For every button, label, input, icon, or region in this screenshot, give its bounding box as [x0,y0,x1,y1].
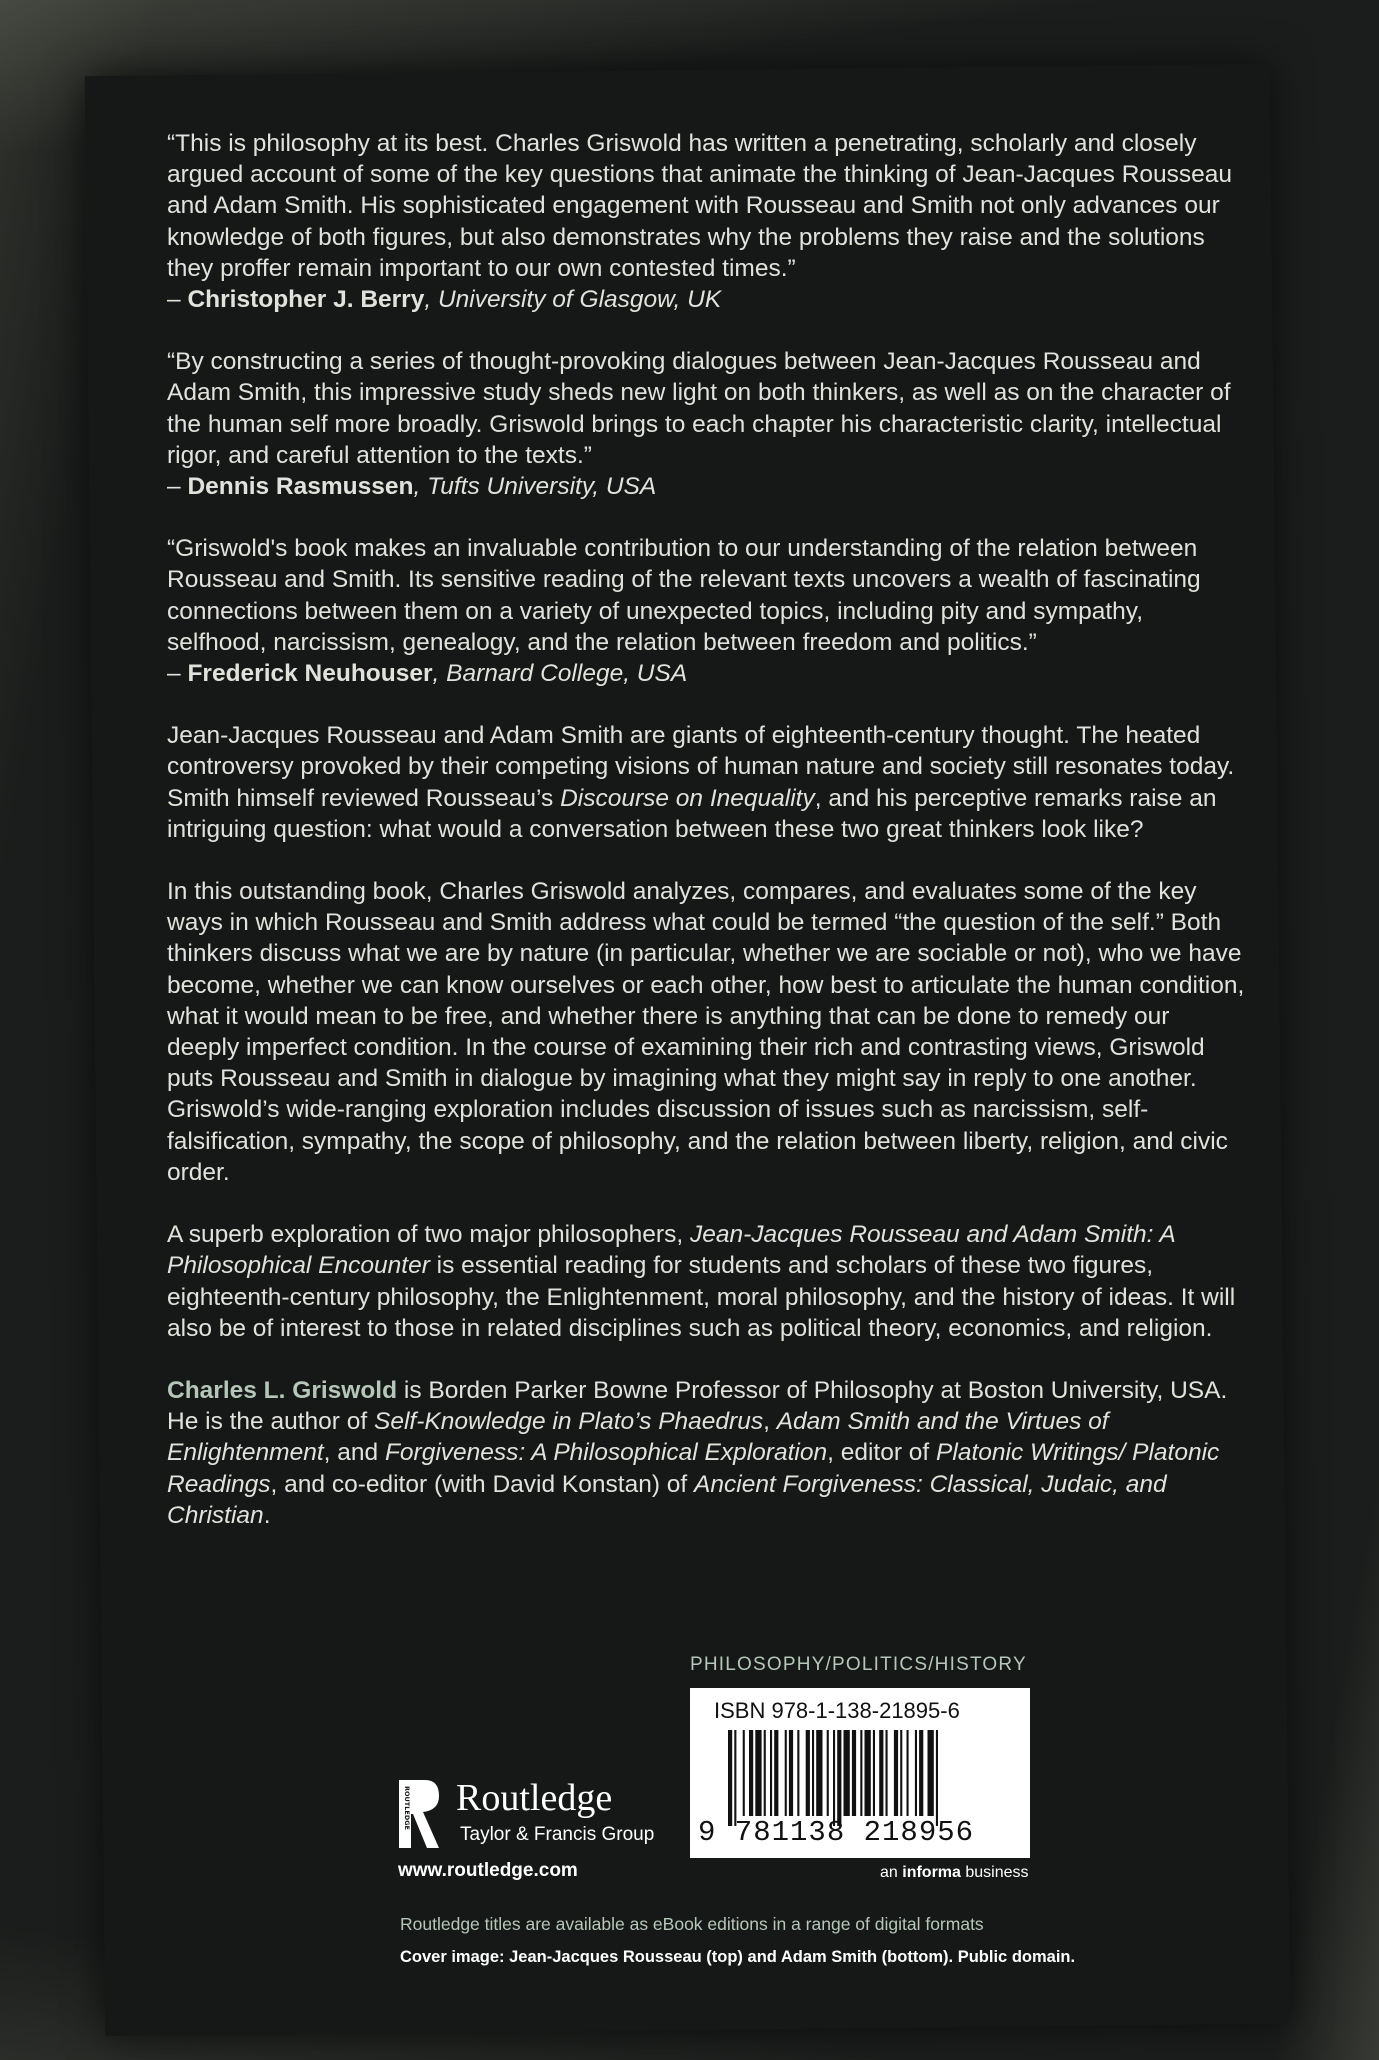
barcode-bars [728,1730,1008,1826]
barcode-bar [797,1730,799,1816]
barcode-bar [806,1730,810,1816]
isbn-number: ISBN 978-1-138-21895-6 [714,1698,960,1723]
attribution-dash: – [167,660,188,688]
review-2 [167,346,1247,502]
barcode-bar [833,1730,835,1826]
review-1 [167,128,1247,315]
barcode-bar [785,1730,787,1816]
barcode-bar [837,1730,841,1826]
description-paragraph-2: In this outstanding book, Charles Griswold analyzes, compares, and evaluates some of the key ways in which Rousseau and Smith address what could be termed “the question of the self.” Both thinkers discuss what we are by nature (in particular, whether we are sociable or not), who we have become, whether we can know ourselves or each other, how best to articulate the human condition, what it would mean to be free, and whether there is anything that can be done to remedy our deeply imperfect condition. In the course of examining their rich and contrasting views, Griswold puts Rousseau and Smith in dialogue by imagining what they might say in reply to one another. Griswold’s wide-ranging exploration includes discussion of issues such as narcissism, self-falsification, sympathy, the scope of philosophy, and the relation between liberty, religion, and civic order. [167,878,1245,1186]
barcode-bar [812,1730,814,1816]
reviewer-affiliation: , Barnard College, USA [432,660,688,688]
book-title-reference: Discourse on Inequality [560,784,815,812]
barcode-digits: 9 781138 218956 [698,1816,975,1849]
reviewer-affiliation: , University of Glasgow, UK [424,286,722,314]
description-paragraph-1: Jean-Jacques Rousseau and Adam Smith are giants of eighteenth-century thought. The heated controversy provoked by their competing visions of human nature and society still resonates today. Smith himself reviewed Rousseau’s Discourse on Inequality, and his perceptive remarks raise an intriguing question: what would a conversation between these two great thinkers look like? [167,722,1235,843]
book-title: Jean-Jacques Rousseau and Adam Smith: A Philosophical Encounter [167,1221,1175,1280]
review-quote: “Griswold's book makes an invaluable contribution to our understanding of the relation between Rousseau and Smith. Its sensitive reading of the relevant texts uncovers a wealth of fascinating connections between them on a variety of unexpected topics, including pity and sympathy, selfhood, narcissism, genealogy, and the relation between freedom and politics.” [167,535,1201,656]
reviewer-name: Frederick Neuhouser [187,660,433,688]
barcode-bar [774,1730,778,1816]
barcode-bar [900,1730,902,1816]
blurb-content [167,128,1247,1562]
routledge-logo-icon [395,1776,443,1852]
author-bio: Charles L. Griswold is Borden Parker Bowne Professor of Philosophy at Boston University, USA. He is the author of Self-Knowledge in Plato’s Phaedrus, Adam Smith and the Virtues of Enlightenment, and Forgiveness: A Philosophical Exploration, editor of Platonic Writings/ Platonic Readings, and co-editor (with David Konstan) of Ancient Forgiveness: Classical, Judaic, and Christian. [167,1376,1228,1529]
barcode-bar [749,1730,753,1816]
barcode-bar [827,1730,829,1816]
barcode-bar [734,1730,736,1826]
barcode-bar [936,1730,938,1826]
review-attribution [167,658,1247,689]
barcode-bar [894,1730,898,1816]
reviewer-name: Dennis Rasmussen [187,473,414,501]
attribution-dash: – [167,286,188,314]
ebook-note: Routledge titles are available as eBook editions in a range of digital formats [400,1914,984,1934]
barcode-bar [755,1730,761,1816]
barcode-bar [743,1730,745,1816]
attribution-dash: – [167,473,188,501]
barcode-bar [764,1730,766,1816]
informa-tagline: an informa business [880,1864,1029,1881]
barcode-bar [816,1730,822,1816]
publisher-website[interactable]: www.routledge.com [398,1860,578,1881]
barcode-bar [873,1730,875,1816]
barcode-bar [907,1730,909,1816]
publisher-name: Routledge [456,1777,613,1819]
reviewer-affiliation: , Tufts University, USA [413,473,657,501]
barcode-bar [860,1730,862,1816]
isbn-barcode [690,1688,1030,1858]
subject-category: PHILOSOPHY/POLITICS/HISTORY [690,1654,1027,1675]
logo-vertical-text: ROUTLEDGE [403,1786,411,1830]
barcode-bar [865,1730,871,1816]
publisher-group: Taylor & Francis Group [460,1824,655,1845]
author-name: Charles L. Griswold [167,1376,398,1404]
barcode-bar [919,1730,923,1816]
barcode-bar [852,1730,856,1816]
review-attribution [167,284,1247,315]
review-3 [167,533,1247,689]
barcode-bar [844,1730,850,1816]
barcode-bar [886,1730,888,1816]
barcode-bar [770,1730,772,1816]
barcode-bar [789,1730,793,1816]
reviewer-name: Christopher J. Berry [187,286,425,314]
review-attribution [167,471,1247,502]
cover-image-credit: Cover image: Jean-Jacques Rousseau (top) and Adam Smith (bottom). Public domain. [400,1948,1076,1966]
barcode-bar [728,1730,732,1826]
description-paragraph-3: A superb exploration of two major philosophers, Jean-Jacques Rousseau and Adam Smith: A Philosophical Encounter is essential reading for students and scholars of these two figures, eighteenth-century philosophy, the Enlightenment, moral philosophy, and the history of ideas. It will also be of interest to those in related disciplines such as political theory, economics, and religion. [167,1221,1236,1342]
review-quote: “This is philosophy at its best. Charles Griswold has written a penetrating, scholarly and closely argued account of some of the key questions that animate the thinking of Jean-Jacques Rousseau and Adam Smith. His sophisticated engagement with Rousseau and Smith not only advances our knowledge of both figures, but also demonstrates why the problems they raise and the solutions they proffer remain important to our own contested times.” [167,130,1233,282]
review-quote: “By constructing a series of thought-provoking dialogues between Jean-Jacques Rousseau and Adam Smith, this impressive study sheds new light on both thinkers, as well as on the character of the human self more broadly. Griswold brings to each chapter his characteristic clarity, intellectual rigor, and careful attention to the texts.” [167,348,1231,469]
barcode-bar [915,1730,917,1816]
barcode-bar [879,1730,883,1816]
barcode-bar [928,1730,934,1816]
